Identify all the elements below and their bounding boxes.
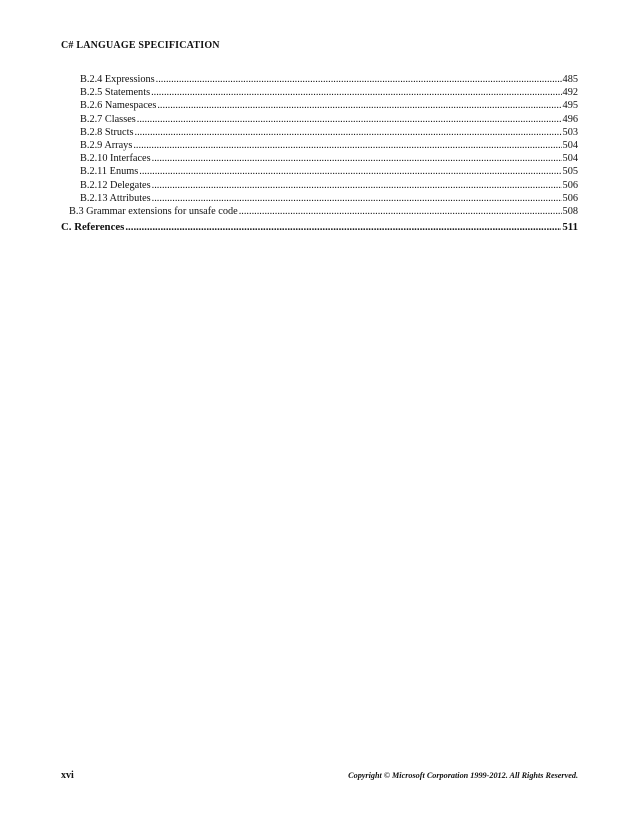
toc-entry-label: B.2.9 Arrays [80,139,133,151]
toc-entry-page: 506 [562,192,578,204]
toc-entry-page: 495 [562,100,578,112]
dot-leader [137,113,562,126]
toc-entry-page: 503 [562,126,578,138]
toc-entry-label: B.2.10 Interfaces [80,153,151,165]
dot-leader [157,99,561,112]
page-number: xvi [61,770,74,781]
toc-entry-statements[interactable] [61,86,578,99]
dot-leader [135,126,562,139]
toc-entry-page: 508 [562,205,578,217]
toc-entry-label: B.2.13 Attributes [80,192,151,204]
toc-entry-page: 504 [562,139,578,151]
toc-entry-arrays[interactable] [61,139,578,152]
toc-entry-expressions[interactable] [61,73,578,86]
toc-entry-label: B.2.7 Classes [80,113,136,125]
dot-leader [152,192,562,205]
toc-entry-page: 505 [562,166,578,178]
toc-entry-attributes[interactable] [61,192,578,205]
dot-leader [152,179,562,192]
dot-leader [239,205,562,218]
dot-leader [156,73,562,86]
dot-leader [152,152,562,165]
toc-entry-enums[interactable] [61,165,578,178]
toc-entry-label: B.2.4 Expressions [80,74,155,85]
toc-entry-label: C. References [61,221,125,234]
toc-entry-interfaces[interactable] [61,152,578,165]
toc-entry-references[interactable] [61,221,578,234]
toc-entry-grammar-extensions-unsafe-code[interactable] [61,205,578,218]
toc-entry-page: 492 [562,87,578,99]
page-header: C# LANGUAGE SPECIFICATION [61,40,220,51]
toc-entry-page: 504 [562,153,578,165]
page-footer [61,770,578,781]
dot-leader [151,86,561,99]
toc-entry-label: B.2.12 Delegates [80,179,151,191]
toc-entry-label: B.3 Grammar extensions for unsafe code [69,205,238,217]
toc-entry-label: B.2.5 Statements [80,87,151,99]
toc-entry-label: B.2.8 Structs [80,126,134,138]
toc-entry-page: 506 [562,179,578,191]
toc-entry-label: B.2.6 Namespaces [80,100,157,112]
table-of-contents [61,73,578,234]
dot-leader [125,221,561,234]
copyright-notice: Copyright © Microsoft Corporation 1999-2012. All Rights Reserved. [348,771,578,780]
toc-entry-page: 496 [562,113,578,125]
toc-entry-classes[interactable] [61,113,578,126]
dot-leader [139,165,561,178]
dot-leader [133,139,561,152]
toc-entry-structs[interactable] [61,126,578,139]
toc-entry-namespaces[interactable] [61,99,578,112]
toc-entry-label: B.2.11 Enums [80,166,139,178]
toc-entry-page: 511 [562,221,578,234]
toc-entry-delegates[interactable] [61,179,578,192]
toc-entry-page: 485 [562,74,578,85]
